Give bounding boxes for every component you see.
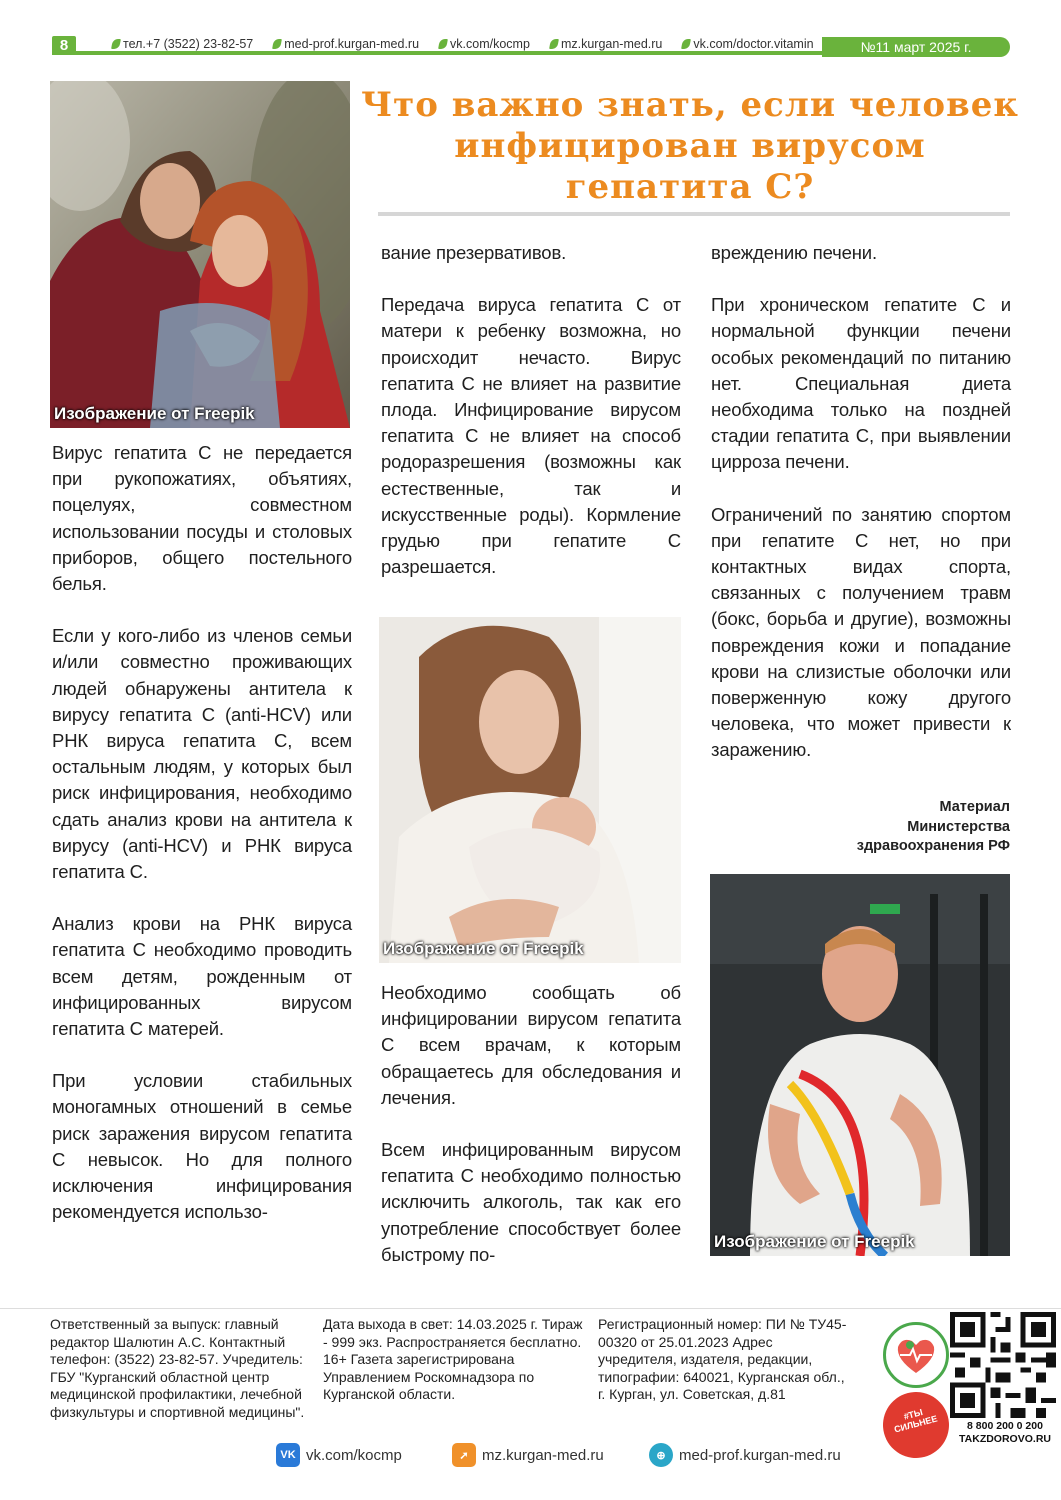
title-line: Что важно знать, если человек [361, 85, 1019, 125]
page-number: 8 [52, 36, 76, 55]
photo-caption: Изображение от Freepik [714, 1232, 915, 1251]
title-line: гепатита С? [565, 167, 815, 207]
qr-code-icon[interactable] [950, 1312, 1056, 1418]
hotline-info [950, 1420, 1060, 1446]
footer-link-medprof[interactable]: ⊕ med-prof.kurgan-med.ru [649, 1443, 841, 1467]
cursor-icon: ➚ [452, 1443, 476, 1467]
header-contact-vk[interactable]: vk.com/kocmp [439, 37, 530, 51]
paragraph: вреждению печени. [711, 242, 877, 263]
campaign-logo: #ТЫ СИЛЬНЕЕ [876, 1385, 957, 1466]
paragraph: Всем инфицированным вирусом гепатита С необходимо полностью исключить алкоголь, так как его употребление способствует более быстрому по- [381, 1139, 681, 1265]
photo-mother-baby [379, 617, 681, 963]
paragraph: вание презервативов. [381, 242, 567, 263]
issue-badge: №11 март 2025 г. [822, 37, 1010, 57]
footer-rule [0, 1308, 1061, 1309]
hotline-site: TAKZDOROVO.RU [959, 1433, 1051, 1445]
paragraph: Если у кого-либо из членов семьи и/или совместно проживающих людей обнаружены антитела к вирусу гепатита С (anti-HCV) или РНК вируса гепатита С, всем остальным людям, у которых был риск инфицирования, необходимо сдать анализ крови на антитела к вирусу (anti-HCV) и РНК вируса гепатита С. [52, 625, 352, 883]
title-line: инфицирован вирусом [454, 126, 926, 166]
photo-caption: Изображение от Freepik [54, 404, 255, 423]
header-contact-phone: тел.+7 (3522) 23-82-57 [112, 37, 253, 51]
source-line: здравоохранения РФ [856, 838, 1010, 854]
source-line: Министерства [907, 818, 1010, 835]
health-logo-icon [883, 1322, 949, 1388]
vk-icon: VK [276, 1443, 300, 1467]
leaf-bullet-icon [438, 39, 448, 49]
header-contact-mz[interactable]: mz.kurgan-med.ru [550, 37, 662, 51]
paragraph: Вирус гепатита С не передается при рукопожатиях, объятиях, поцелуях, совместном использовании посуды и столовых приборов, общего постельного белья. [52, 442, 352, 595]
header-contacts [112, 37, 814, 51]
article-column-1 [52, 440, 352, 1251]
paragraph: Ограничений по занятию спортом при гепатите С нет, но при контактных видах спорта, связанных с получением травм (бокс, борьба и другие), возможны повреждения кожи и попадание крови на слизистые оболочки или поверженную кожу другого человека, что может привести к заражению. [711, 503, 1011, 761]
article-source [800, 798, 1010, 857]
footer-registration-info: Регистрационный номер: ПИ № ТУ45-00320 от 25.01.2023 Адрес учредителя, издателя, редакции, типографии: 640021, Курганская обл., г. Курган, ул. Советская, д.81 [598, 1316, 847, 1402]
paragraph: Передача вируса гепатита С от матери к ребенку возможна, но происходит нечасто. Вирус гепатита С не влияет на развитие плода. Инфицирование вирусом гепатита С не влияет на способ родоразрешения (возможны как естественные, так и искусственные роды). Кормление грудью при гепатите С разрешается. [381, 294, 681, 578]
paragraph: При условии стабильных моногамных отношений в семье риск заражения вирусом гепатита С невысок. Но для полного исключения инфицирования рекомендуется использо- [52, 1070, 352, 1223]
leaf-bullet-icon [549, 39, 559, 49]
article-column-3 [711, 240, 1011, 790]
paragraph: Необходимо сообщать об инфицировании вирусом гепатита С всем врачам, к которым обращаетесь для обследования и лечения. [381, 982, 681, 1108]
globe-icon: ⊕ [649, 1443, 673, 1467]
header-contact-doctor[interactable]: vk.com/doctor.vitamin [682, 37, 813, 51]
title-rule [378, 212, 1010, 216]
leaf-bullet-icon [272, 39, 282, 49]
paragraph: Анализ крови на РНК вируса гепатита С необходимо проводить всем детям, рожденным от инфицированных вирусом гепатита С матерей. [52, 913, 352, 1040]
source-line: Материал [939, 799, 1010, 815]
footer-link-mz[interactable]: ➚ mz.kurgan-med.ru [452, 1443, 604, 1467]
footer-link-vk[interactable]: VK vk.com/kocmp [276, 1443, 402, 1467]
photo-couple [50, 81, 350, 428]
paragraph: При хроническом гепатите С и нормальной функции печени особых рекомендаций по питанию нет. Специальная диета необходима только на поздней стадии гепатита С, при выявлении цирроза печени. [711, 294, 1011, 473]
photo-gym-man [710, 874, 1010, 1256]
header-rule [52, 51, 822, 55]
footer-circulation-info: Дата выхода в свет: 14.03.2025 г. Тираж - 999 экз. Распространяется бесплатно. 16+ Газета зарегистрирована Управлением Роскомнадзора по Курганской области. [323, 1316, 583, 1402]
footer-publisher-info: Ответственный за выпуск: главный редактор Шалютин А.С. Контактный телефон: (3522) 23-82-57. Учредитель: ГБУ "Курганский областной центр медицинской профилактики, лечебной физкультуры и спортивной медицины". [50, 1316, 305, 1420]
photo-caption: Изображение от Freepik [383, 939, 584, 958]
article-column-2-bottom [381, 980, 681, 1294]
hotline-number: 8 800 200 0 200 [967, 1420, 1043, 1432]
header-contact-site[interactable]: med-prof.kurgan-med.ru [273, 37, 419, 51]
leaf-bullet-icon [111, 39, 121, 49]
article-title [355, 85, 1025, 208]
leaf-bullet-icon [681, 39, 691, 49]
article-column-2-top [381, 240, 681, 606]
